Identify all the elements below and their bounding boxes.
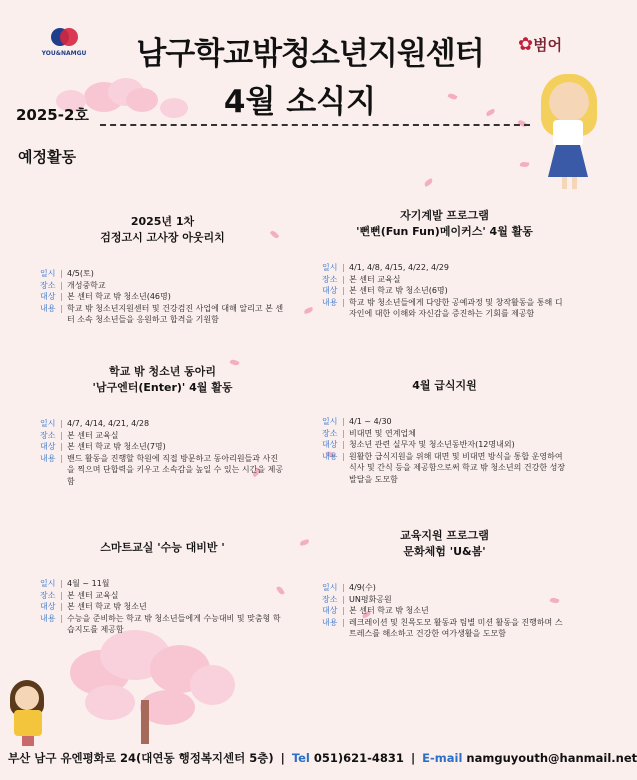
row-label: 장소 xyxy=(322,274,338,284)
activity-row xyxy=(322,285,567,297)
row-label: 대상 xyxy=(40,292,56,301)
row-separator: | xyxy=(342,428,345,438)
activity-card xyxy=(322,528,567,640)
activity-row xyxy=(322,262,567,274)
row-label: 일시 xyxy=(322,583,338,592)
row-value: 4/9(수) xyxy=(349,583,376,592)
row-value: 본 센터 학교 밖 청소년(7명) xyxy=(67,442,166,451)
row-value: 밴드 활동을 진행할 학원에 직접 방문하고 동아리원들과 사진을 찍으며 단합력을 키우고 소속감을 높일 수 있는 시간을 제공함 xyxy=(67,453,284,486)
row-separator: | xyxy=(60,613,63,623)
row-label: 장소 xyxy=(322,428,338,438)
row-value: 4/1 ~ 4/30 xyxy=(349,417,392,426)
row-value: 본 센터 학교 밖 청소년(6명) xyxy=(349,286,448,295)
row-label: 장소 xyxy=(40,590,56,600)
row-separator: | xyxy=(342,286,345,295)
row-label: 대상 xyxy=(40,442,56,451)
row-value: 본 센터 학교 밖 청소년(46명) xyxy=(67,292,171,301)
activity-row xyxy=(322,451,567,486)
activity-row xyxy=(40,268,285,280)
row-label: 대상 xyxy=(40,602,56,611)
activity-title: 2025년 1차 검정고시 고사장 아웃리치 xyxy=(100,215,225,244)
activity-row xyxy=(40,418,285,430)
row-separator: | xyxy=(60,442,63,451)
row-label: 대상 xyxy=(322,440,338,449)
row-value: 4/7, 4/14, 4/21, 4/28 xyxy=(67,419,150,428)
activity-card xyxy=(40,540,285,636)
row-separator: | xyxy=(342,440,345,449)
activity-row xyxy=(40,578,285,590)
activity-card xyxy=(40,214,285,326)
row-label: 내용 xyxy=(40,453,56,463)
activity-row xyxy=(322,582,567,594)
activity-row xyxy=(322,605,567,617)
row-label: 대상 xyxy=(322,606,338,615)
row-separator: | xyxy=(342,417,345,426)
row-value: 본 센터 교육실 xyxy=(67,430,119,440)
row-separator: | xyxy=(60,419,63,428)
activity-row xyxy=(40,280,285,292)
activity-row xyxy=(322,617,567,640)
row-value: 본 센터 학교 밖 청소년 xyxy=(349,606,429,615)
row-label: 내용 xyxy=(40,303,56,313)
logo-text: YOU&NAMGU xyxy=(41,50,87,57)
row-label: 장소 xyxy=(40,280,56,290)
email-label: E-mail xyxy=(422,751,463,765)
row-separator: | xyxy=(60,590,63,600)
activity-title: 교육지원 프로그램 문화체험 'U&봄' xyxy=(400,529,489,558)
row-value: 청소년 관련 실무자 및 청소년동반자(12명내외) xyxy=(349,440,515,449)
row-separator: | xyxy=(342,617,345,627)
activity-title: 학교 밖 청소년 동아리 '남구엔터(Enter)' 4월 활동 xyxy=(92,365,233,394)
tel-number: 051)621-4831 xyxy=(313,751,404,765)
activity-row xyxy=(322,274,567,286)
row-separator: | xyxy=(342,297,345,307)
tel-label: Tel xyxy=(291,751,310,765)
activity-row xyxy=(322,594,567,606)
activity-row xyxy=(40,613,285,636)
row-separator: | xyxy=(342,451,345,461)
footer-address: 부산 남구 유엔평화로 24(대연동 행정복지센터 5층) xyxy=(8,751,274,765)
row-value: 레크레이션 및 친목도모 활동과 팀별 미션 활동을 진행하며 스트레스를 해소하고 건강한 여가생활을 도모함 xyxy=(349,617,563,638)
row-separator: | xyxy=(342,594,345,604)
activity-card xyxy=(322,208,567,320)
row-label: 일시 xyxy=(40,579,56,588)
district-logo-text: 범어 xyxy=(533,36,563,54)
email-address: namguyouth@hanmail.net xyxy=(466,751,637,765)
district-logo xyxy=(518,34,578,55)
activity-title: 4월 급식지원 xyxy=(412,379,477,392)
activity-row xyxy=(322,297,567,320)
activity-title: 자기계발 프로그램 '뻔뻔(Fun Fun)메이커스' 4월 활동 xyxy=(356,209,533,238)
row-separator: | xyxy=(60,430,63,440)
newsletter-subtitle: 4월 소식지 xyxy=(223,84,377,120)
row-separator: | xyxy=(60,269,63,278)
row-separator: | xyxy=(60,280,63,290)
row-value: UN평화공원 xyxy=(349,594,392,604)
row-label: 내용 xyxy=(322,451,338,461)
activity-row xyxy=(40,453,285,488)
activity-row xyxy=(322,416,567,428)
row-value: 본 센터 교육실 xyxy=(349,274,401,284)
row-label: 장소 xyxy=(40,430,56,440)
row-separator: | xyxy=(342,583,345,592)
row-value: 개성중학교 xyxy=(67,280,106,290)
activity-row xyxy=(322,428,567,440)
page-title: 남구학교밖청소년지원센터 xyxy=(136,36,484,72)
activity-row xyxy=(40,590,285,602)
row-label: 내용 xyxy=(322,617,338,627)
row-value: 4/1, 4/8, 4/15, 4/22, 4/29 xyxy=(349,263,449,272)
row-value: 4/5(토) xyxy=(67,269,94,278)
activity-card xyxy=(40,364,285,487)
row-label: 일시 xyxy=(322,417,338,426)
row-label: 내용 xyxy=(322,297,338,307)
activity-row xyxy=(40,601,285,613)
row-separator: | xyxy=(60,303,63,313)
row-value: 학교 밖 청소년들에게 다양한 공예과정 및 창작활동을 통해 디자인에 대한 이해와 자신감을 증진하는 기회를 제공함 xyxy=(349,297,563,318)
row-value: 본 센터 교육실 xyxy=(67,590,119,600)
activity-row xyxy=(40,291,285,303)
organization-logo xyxy=(40,28,88,57)
row-separator: | xyxy=(60,579,63,588)
row-separator: | xyxy=(60,602,63,611)
row-value: 학교 밖 청소년지원센터 및 건강검진 사업에 대해 알리고 본 센터 소속 청소년들을 응원하고 합격을 기원함 xyxy=(67,303,284,324)
row-value: 본 센터 학교 밖 청소년 xyxy=(67,602,147,611)
row-separator: | xyxy=(342,274,345,284)
row-separator: | xyxy=(60,292,63,301)
row-value: 4월 ~ 11월 xyxy=(67,579,110,588)
flower-icon: ✿ xyxy=(518,34,534,55)
row-label: 대상 xyxy=(322,286,338,295)
issue-number: 2025-2호 xyxy=(16,106,89,124)
activity-title: 스마트교실 '수능 대비반 ' xyxy=(100,541,225,554)
row-label: 일시 xyxy=(40,419,56,428)
row-value: 원활한 급식지원을 위해 대면 및 비대면 방식을 통합 운영하여 식사 및 간식 등을 제공함으로써 학교 밖 청소년의 건강한 성장발달을 도모함 xyxy=(349,451,566,484)
row-value: 수능을 준비하는 학교 밖 청소년들에게 수능대비 및 맞춤형 학습지도를 제공함 xyxy=(67,613,281,634)
row-label: 장소 xyxy=(322,594,338,604)
row-value: 비대면 및 연계업체 xyxy=(349,428,416,438)
section-title: 예정활동 xyxy=(18,148,76,166)
row-separator: | xyxy=(60,453,63,463)
row-separator: | xyxy=(342,263,345,272)
activity-row xyxy=(322,439,567,451)
dashed-divider xyxy=(100,124,530,126)
activity-card xyxy=(322,378,567,485)
row-label: 일시 xyxy=(40,269,56,278)
row-separator: | xyxy=(342,606,345,615)
row-label: 내용 xyxy=(40,613,56,623)
activity-row xyxy=(40,303,285,326)
row-label: 일시 xyxy=(322,263,338,272)
activity-row xyxy=(40,441,285,453)
activity-row xyxy=(40,430,285,442)
footer-contact: 부산 남구 유엔평화로 24(대연동 행정복지센터 5층) | Tel 051)621-4831 | E-mail namguyouth@hanmail.net xyxy=(8,751,637,765)
